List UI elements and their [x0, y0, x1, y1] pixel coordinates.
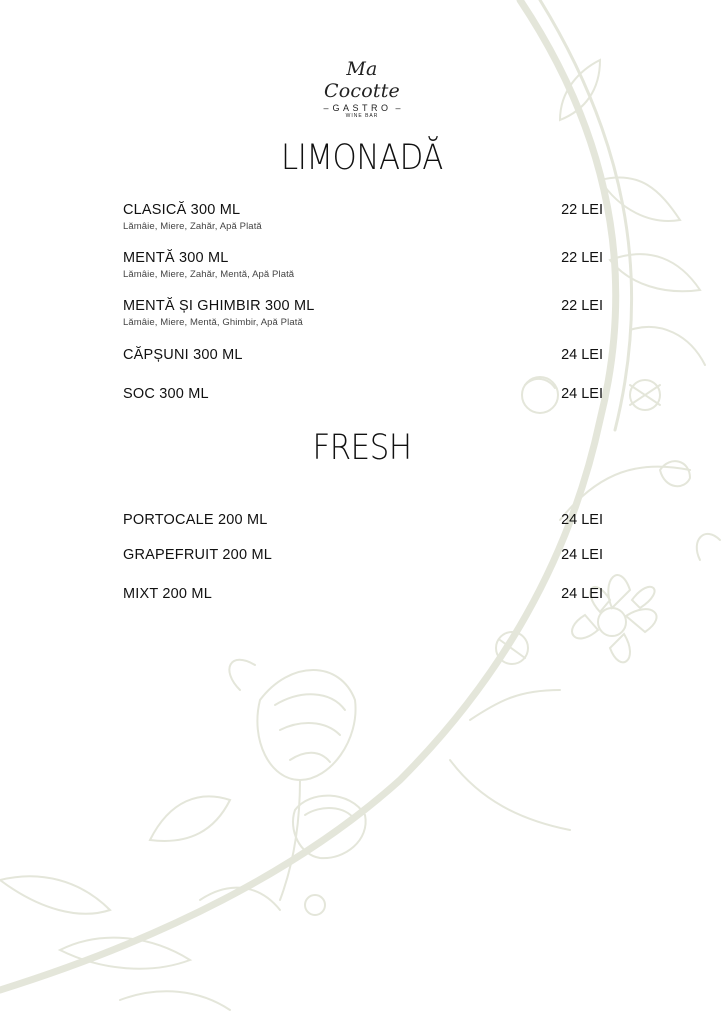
item-name: PORTOCALE 200 ML	[123, 512, 268, 528]
menu-item	[123, 202, 603, 232]
item-name: GRAPEFRUIT 200 ML	[123, 547, 272, 563]
menu-item	[123, 250, 603, 280]
logo	[312, 58, 412, 119]
item-price: 24 LEI	[561, 547, 603, 563]
logo-script: Ma Cocotte	[324, 58, 400, 102]
item-price: 24 LEI	[561, 586, 603, 602]
item-price: 24 LEI	[561, 347, 603, 363]
item-name: MENTĂ 300 ML	[123, 250, 229, 266]
menu-item	[123, 298, 603, 328]
item-price: 24 LEI	[561, 512, 603, 528]
item-price: 24 LEI	[561, 386, 603, 402]
menu-item	[123, 586, 603, 602]
item-name: CĂPȘUNI 300 ML	[123, 347, 243, 363]
menu-item	[123, 512, 603, 528]
item-desc: Lămâie, Miere, Zahăr, Mentă, Apă Plată	[123, 269, 295, 280]
item-price: 22 LEI	[561, 298, 603, 314]
item-name: MENTĂ ȘI GHIMBIR 300 ML	[123, 298, 315, 314]
menu-item	[123, 347, 603, 363]
item-price: 22 LEI	[561, 250, 603, 266]
item-name: CLASICĂ 300 ML	[123, 202, 241, 218]
item-name: SOC 300 ML	[123, 386, 209, 402]
item-desc: Lămâie, Miere, Mentă, Ghimbir, Apă Plată	[123, 317, 303, 328]
logo-winebar: WINE BAR	[345, 113, 379, 119]
logo-gastro: – GASTRO –	[323, 103, 401, 113]
item-price: 22 LEI	[561, 202, 603, 218]
section-title-fresh: FRESH	[312, 428, 412, 468]
section-title-limonada: LIMONADĂ	[281, 138, 443, 178]
menu-item	[123, 547, 603, 563]
item-desc: Lămâie, Miere, Zahăr, Apă Plată	[123, 221, 262, 232]
item-name: MIXT 200 ML	[123, 586, 212, 602]
menu-item	[123, 386, 603, 402]
